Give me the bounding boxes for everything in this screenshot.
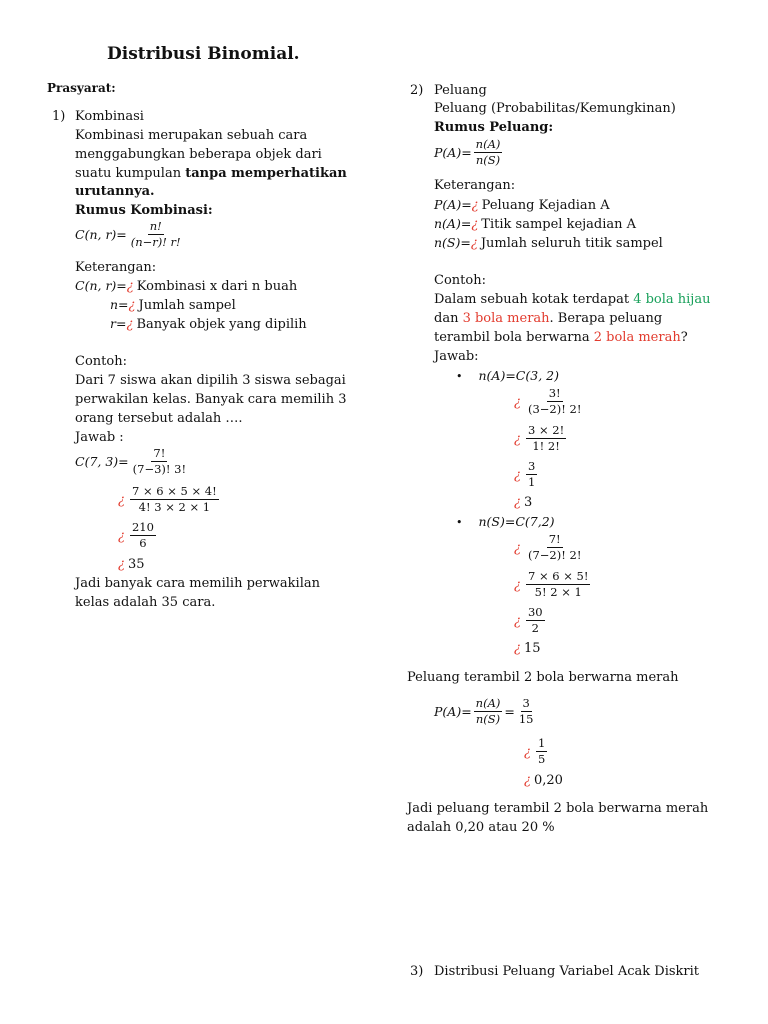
bullet-lhs: n(A)=C(3, 2)	[478, 368, 559, 383]
keterangan-2	[110, 296, 236, 315]
glyph: ¿	[514, 468, 521, 483]
nS-step-2	[514, 570, 592, 599]
keterangan-2-2	[434, 215, 636, 234]
example-text: Dalam sebuah kotak terdapat	[434, 292, 634, 307]
calc-denominator: n(S)	[475, 712, 501, 726]
rumus-kombinasi-label: Rumus Kombinasi:	[75, 203, 213, 218]
calc-numerator: 3	[522, 696, 530, 710]
keterangan-label-2: Keterangan:	[434, 178, 516, 193]
calc-numerator: n(A)	[475, 696, 501, 710]
glyph: ¿	[128, 298, 136, 313]
ket-lhs: r=	[110, 316, 127, 331]
step-denominator: (7−2)! 2!	[527, 548, 582, 562]
bullet-nA	[456, 367, 559, 386]
step-numerator: 1	[537, 736, 546, 750]
ket-text: Peluang Kejadian A	[481, 198, 610, 213]
glyph: ¿	[471, 198, 479, 213]
item-number-2: 2)	[410, 83, 424, 98]
step-result: 3	[523, 495, 533, 510]
ket-text: Banyak objek yang dipilih	[136, 317, 307, 332]
glyph: ¿	[471, 217, 479, 232]
nS-step-1	[514, 533, 585, 562]
formula-lhs: P(A)=	[434, 145, 472, 160]
step-numerator: 30	[527, 605, 543, 619]
kombinasi-desc-1: Kombinasi merupakan sebuah cara	[75, 128, 308, 143]
glyph: ¿	[118, 493, 125, 508]
step-1	[75, 447, 190, 476]
highlight-red-balls: 3 bola merah	[462, 311, 550, 326]
nS-step-4	[514, 640, 541, 658]
kombinasi-desc-3	[75, 165, 347, 183]
formula-numerator: n!	[149, 219, 162, 233]
ket-lhs: n=	[110, 297, 129, 312]
step-denominator: 1! 2!	[532, 439, 560, 453]
glyph: ¿	[514, 395, 521, 410]
step-denominator: 1	[527, 475, 536, 489]
glyph: ¿	[126, 279, 134, 294]
step-numerator: 3	[527, 459, 536, 473]
conclusion-2-1: Jadi peluang terambil 2 bola berwarna merah	[407, 801, 709, 816]
conclusion-2: kelas adalah 35 cara.	[75, 595, 216, 610]
desc-text: suatu kumpulan	[75, 166, 186, 181]
equals-sign: =	[504, 704, 515, 719]
ket-lhs: n(S)=	[434, 235, 471, 250]
peluang-subheading: Peluang (Probabilitas/Kemungkinan)	[434, 101, 676, 116]
glyph: ¿	[126, 317, 134, 332]
jawab-label-2: Jawab:	[434, 349, 479, 364]
step-denominator: 2	[531, 621, 539, 635]
peluang-line: Peluang terambil 2 bola berwarna merah	[407, 670, 679, 685]
nA-step-4	[514, 494, 532, 512]
step-denominator: 4! 3 × 2 × 1	[138, 500, 211, 514]
peluang-calc	[434, 697, 537, 726]
formula-numerator: n(A)	[475, 137, 501, 151]
step-numerator: 3!	[548, 386, 561, 400]
nA-step-3	[514, 460, 539, 489]
ket-lhs: P(A)=	[434, 197, 472, 212]
ket-text: Kombinasi x dari n buah	[136, 279, 298, 294]
step-numerator: 7 × 6 × 5!	[527, 569, 589, 583]
step-numerator: 7!	[548, 532, 561, 546]
step-2	[118, 485, 221, 514]
example-text: dan	[434, 311, 463, 326]
glyph: ¿	[514, 641, 521, 656]
bullet-icon: •	[456, 516, 463, 529]
glyph: ¿	[470, 236, 478, 251]
glyph: ¿	[514, 578, 521, 593]
bullet-lhs: n(S)=C(7,2)	[478, 514, 555, 529]
step-denominator: 5	[537, 752, 546, 766]
step-numerator: 210	[131, 520, 154, 534]
contoh-label-2: Contoh:	[434, 273, 486, 288]
calc-denominator: 15	[518, 712, 534, 726]
nA-step-2	[514, 424, 568, 453]
item-number-1: 1)	[52, 109, 66, 124]
keterangan-2-1	[434, 196, 610, 215]
nS-step-3	[514, 606, 547, 635]
formula-denominator: (n−r)! r!	[130, 235, 181, 249]
formula-denominator: n(S)	[475, 153, 501, 167]
item-number-3: 3)	[410, 964, 424, 979]
ket-text: Jumlah sampel	[138, 298, 236, 313]
formula-kombinasi	[75, 220, 185, 249]
glyph: ¿	[514, 495, 521, 510]
step-denominator: 5! 2 × 1	[534, 585, 582, 599]
distribusi-heading: Distribusi Peluang Variabel Acak Diskrit	[434, 964, 699, 979]
step-numerator: 3 × 2!	[527, 423, 565, 437]
peluang-step-3	[524, 772, 563, 790]
example-line-3	[434, 329, 688, 347]
glyph: ¿	[514, 541, 521, 556]
jawab-label: Jawab :	[75, 430, 124, 445]
keterangan-3	[110, 315, 307, 334]
peluang-heading: Peluang	[434, 83, 487, 98]
glyph: ¿	[514, 614, 521, 629]
keterangan-2-3	[434, 234, 663, 253]
step-3	[118, 521, 158, 550]
peluang-step-2	[524, 737, 549, 766]
ket-text: Titik sampel kejadian A	[481, 217, 637, 232]
step-numerator: 7!	[153, 446, 166, 460]
step-result: 35	[127, 557, 145, 572]
glyph: ¿	[524, 773, 531, 788]
calc-lhs: P(A)=	[434, 704, 472, 719]
contoh-line-1: Dari 7 siswa akan dipilih 3 siswa sebagai	[75, 373, 346, 388]
example-text: . Berapa peluang	[549, 311, 663, 326]
highlight-red-target: 2 bola merah	[593, 330, 681, 345]
example-line-1	[434, 291, 710, 309]
contoh-label: Contoh:	[75, 354, 127, 369]
step-denominator: (3−2)! 2!	[527, 402, 582, 416]
keterangan-label: Keterangan:	[75, 260, 157, 275]
glyph: ¿	[524, 745, 531, 760]
rumus-peluang-label: Rumus Peluang:	[434, 120, 554, 135]
contoh-line-2: perwakilan kelas. Banyak cara memilih 3	[75, 392, 347, 407]
example-line-2	[434, 310, 662, 328]
formula-lhs: C(n, r)=	[75, 227, 127, 242]
desc-bold-text: tanpa memperhatikan	[185, 166, 347, 181]
ket-lhs: n(A)=	[434, 216, 472, 231]
nA-step-1	[514, 387, 585, 416]
glyph: ¿	[514, 432, 521, 447]
contoh-line-3: orang tersebut adalah ….	[75, 411, 243, 426]
bullet-icon: •	[456, 370, 463, 383]
formula-peluang	[434, 138, 504, 167]
kombinasi-heading: Kombinasi	[75, 109, 144, 124]
step-4	[118, 556, 145, 574]
step-result: 15	[523, 641, 541, 656]
glyph: ¿	[118, 557, 125, 572]
prasyarat-label: Prasyarat:	[47, 81, 116, 95]
page-title: Distribusi Binomial.	[107, 44, 300, 64]
ket-text: Jumlah seluruh titik sampel	[480, 236, 663, 251]
ket-lhs: C(n, r)=	[75, 278, 127, 293]
conclusion-2-2: adalah 0,20 atau 20 %	[407, 820, 555, 835]
kombinasi-desc-4: urutannya.	[75, 184, 155, 199]
step-numerator: 7 × 6 × 5 × 4!	[131, 484, 217, 498]
highlight-green-balls: 4 bola hijau	[633, 292, 711, 307]
bullet-nS	[456, 513, 555, 532]
glyph: ¿	[118, 529, 125, 544]
step-result: 0,20	[533, 773, 563, 788]
step-denominator: 6	[139, 536, 147, 550]
example-text: terambil bola berwarna	[434, 330, 594, 345]
kombinasi-desc-2: menggabungkan beberapa objek dari	[75, 147, 322, 162]
keterangan-1	[75, 277, 297, 296]
example-text: ?	[680, 330, 688, 345]
conclusion-1: Jadi banyak cara memilih perwakilan	[75, 576, 321, 591]
step-denominator: (7−3)! 3!	[132, 462, 187, 476]
step-lhs: C(7, 3)=	[75, 454, 129, 469]
